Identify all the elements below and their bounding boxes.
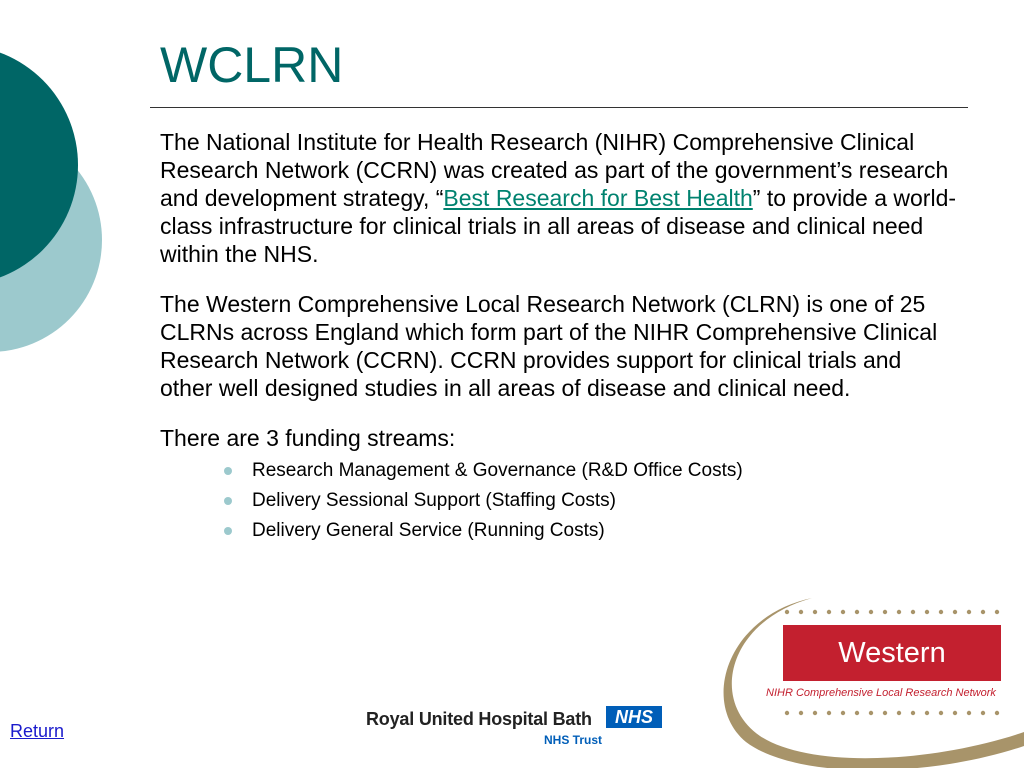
list-item bbox=[220, 456, 960, 486]
bullet-icon bbox=[224, 467, 232, 475]
title-divider bbox=[150, 107, 968, 108]
western-label: Western bbox=[783, 625, 1001, 681]
decorative-circles bbox=[0, 0, 120, 400]
western-subtitle: NIHR Comprehensive Local Research Network bbox=[766, 687, 996, 699]
list-item-text: Delivery Sessional Support (Staffing Costs) bbox=[252, 490, 616, 511]
rub-nhs-logo bbox=[366, 704, 666, 750]
list-item bbox=[220, 486, 960, 516]
bullet-icon bbox=[224, 497, 232, 505]
nhs-trust-label: NHS Trust bbox=[544, 733, 603, 747]
western-clrn-logo bbox=[716, 592, 1024, 768]
rub-name: Royal United Hospital Bath bbox=[366, 709, 592, 729]
funding-streams-list bbox=[160, 456, 960, 546]
paragraph-nihr-text-after: ” to provide a world-class infrastructure for clinical trials in all areas of disease and clinical need within the NHS. bbox=[160, 185, 957, 267]
best-research-link[interactable]: Best Research for Best Health bbox=[443, 185, 753, 211]
nhs-logo-icon: NHS bbox=[606, 706, 662, 728]
slide-body bbox=[160, 128, 960, 546]
return-link[interactable]: Return bbox=[10, 721, 65, 741]
dotted-line-top bbox=[784, 609, 1006, 615]
dotted-line-bottom bbox=[784, 710, 1006, 716]
page-title: WCLRN bbox=[160, 37, 344, 93]
paragraph-western-clrn: The Western Comprehensive Local Research Network (CLRN) is one of 25 CLRNs across England which form part of the NIHR Comprehensive Clinical Research Network (CCRN). CCRN provides support for clinical trials and other well designed studies in all areas of disease and clinical need. bbox=[160, 291, 938, 401]
list-item-text: Delivery General Service (Running Costs) bbox=[252, 520, 605, 541]
paragraph-nihr bbox=[160, 128, 960, 268]
paragraph-nihr-text-before: The National Institute for Health Research (NIHR) Comprehensive Clinical Research Network (CCRN) was created as part of the government’s research and development strategy, “ bbox=[160, 129, 949, 211]
funding-streams-heading: There are 3 funding streams: bbox=[160, 425, 456, 451]
list-item bbox=[220, 516, 960, 546]
bullet-icon bbox=[224, 527, 232, 535]
list-item-text: Research Management & Governance (R&D Office Costs) bbox=[252, 460, 743, 481]
